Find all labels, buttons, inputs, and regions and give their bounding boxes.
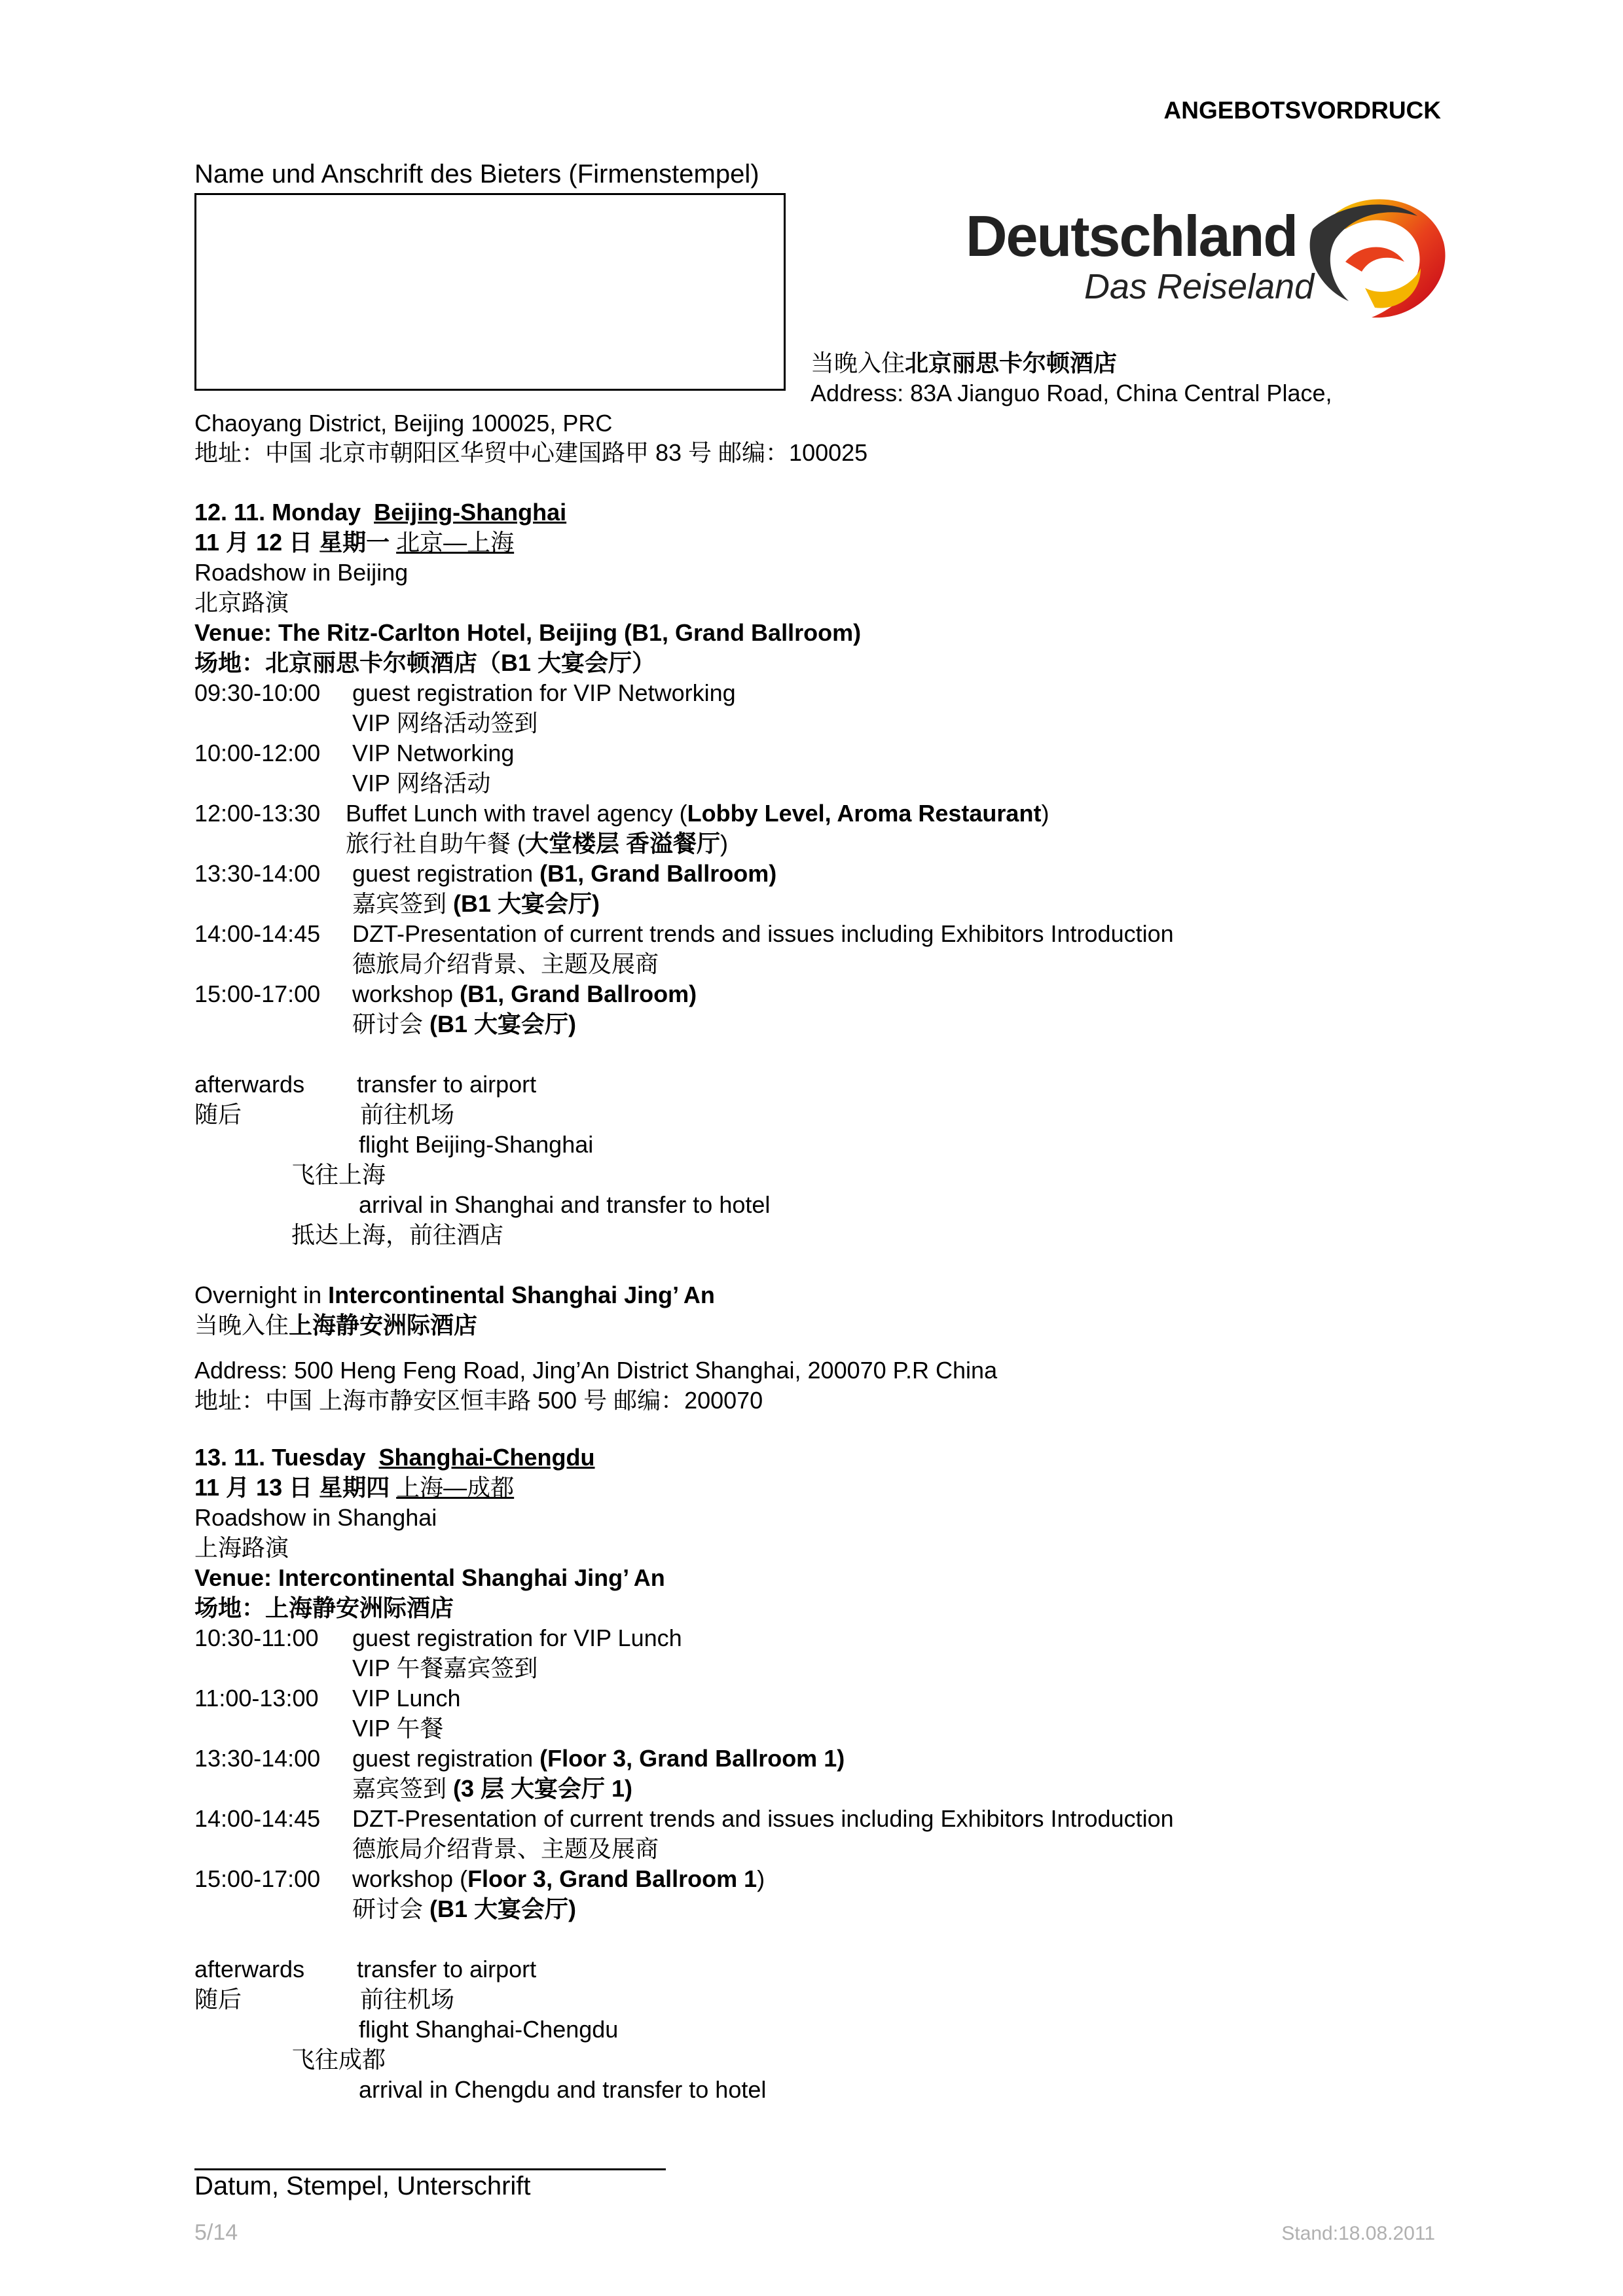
item-location: (B1, Grand Ballroom): [460, 980, 697, 1007]
item-text: guest registration: [352, 1745, 540, 1772]
day2-afterwards-cn: 随后: [194, 1986, 242, 2013]
revision-date: Stand:18.08.2011: [1281, 2223, 1435, 2244]
day1-item3-time: 12:00-13:30: [194, 800, 321, 827]
overnight-prefix: Overnight in: [194, 1282, 329, 1308]
day1-date-cn: 11 月 12 日 星期一: [194, 529, 390, 556]
day1-arrival-cn: 抵达上海，前往酒店: [291, 1221, 504, 1248]
item-location: (3 层 大宴会厅 1): [453, 1775, 633, 1802]
item-text: workshop: [352, 980, 460, 1007]
day1-roadshow-en: Roadshow in Beijing: [194, 559, 409, 586]
day2-item1-time: 10:30-11:00: [194, 1624, 319, 1651]
day2-roadshow-cn: 上海路演: [194, 1534, 289, 1561]
day2-venue-cn: 场地：上海静安洲际酒店: [194, 1594, 454, 1621]
day1-roadshow-cn: 北京路演: [194, 589, 289, 616]
beijing-overnight-cn: [811, 348, 1117, 378]
day2-transfer-cn: 前往机场: [360, 1986, 455, 2013]
day2-item3-time: 13:30-14:00: [194, 1745, 321, 1772]
bidder-label: Name und Anschrift des Bieters (Firmenstempel): [194, 160, 759, 188]
day2-item3-cn: [352, 1774, 632, 1804]
day1-route-cn: 北京—上海: [396, 529, 515, 556]
day2-item5-en: [352, 1864, 765, 1894]
item-location: (B1 大宴会厅): [429, 1895, 577, 1922]
day2-item2-cn: VIP 午餐: [352, 1715, 444, 1742]
day1-afterwards-cn: 随后: [194, 1101, 242, 1128]
overnight-prefix: 当晚入住: [194, 1312, 289, 1338]
item-location: (B1 大宴会厅): [453, 890, 600, 917]
hotel-name: 上海静安洲际酒店: [289, 1312, 478, 1338]
day1-afterwards-en: afterwards: [194, 1071, 305, 1098]
item-location: (B1 大宴会厅): [429, 1011, 577, 1037]
shanghai-overnight-cn: [194, 1310, 477, 1340]
day1-item2-time: 10:00-12:00: [194, 740, 321, 766]
day2-date-cn: 11 月 13 日 星期四: [194, 1474, 390, 1501]
item-text-end: ): [720, 830, 729, 857]
item-text-end: ): [1041, 800, 1049, 827]
day1-date-en: 12. 11. Monday: [194, 499, 361, 526]
page-number: 5/14: [194, 2220, 238, 2245]
day2-transfer-en: transfer to airport: [357, 1956, 537, 1982]
item-text: Buffet Lunch with travel agency (: [346, 800, 687, 827]
logo-swirl-icon: [1306, 190, 1457, 327]
beijing-address-cn: 地址：中国 北京市朝阳区华贸中心建国路甲 83 号 邮编：100025: [194, 439, 868, 466]
day1-item4-cn: [352, 889, 600, 919]
day1-item5-cn: 德旅局介绍背景、主题及展商: [352, 950, 659, 977]
item-text: 嘉宾签到: [352, 1775, 454, 1802]
day2-route-cn: 上海—成都: [396, 1474, 515, 1501]
day1-flight-en: flight Beijing-Shanghai: [359, 1131, 594, 1158]
day2-item2-en: VIP Lunch: [352, 1685, 461, 1712]
day1-venue-en: Venue: The Ritz-Carlton Hotel, Beijing (B1, Grand Ballroom): [194, 619, 862, 646]
day1-heading-en: [194, 497, 566, 528]
day1-item5-en: DZT-Presentation of current trends and issues including Exhibitors Introduction: [352, 920, 1174, 947]
day2-item5-time: 15:00-17:00: [194, 1865, 321, 1892]
item-location: 大堂楼层 香溢餐厅: [525, 830, 721, 857]
day2-flight-en: flight Shanghai-Chengdu: [359, 2016, 619, 2043]
item-text: workshop (: [352, 1865, 468, 1892]
item-text: 研讨会: [352, 1011, 430, 1037]
day1-route-en: Beijing-Shanghai: [374, 499, 567, 526]
logo-wordmark: Deutschland: [966, 204, 1298, 268]
day1-item6-en: [352, 979, 697, 1009]
day1-item1-cn: VIP 网络活动签到: [352, 709, 538, 736]
day2-heading-cn: [194, 1473, 514, 1503]
day1-arrival-en: arrival in Shanghai and transfer to hotel: [359, 1191, 771, 1218]
day2-roadshow-en: Roadshow in Shanghai: [194, 1504, 437, 1531]
hotel-name: Intercontinental Shanghai Jing’ An: [328, 1282, 715, 1308]
day1-item6-time: 15:00-17:00: [194, 980, 321, 1007]
day1-heading-cn: [194, 528, 514, 558]
document-title: ANGEBOTSVORDRUCK: [1163, 97, 1441, 124]
day1-item1-en: guest registration for VIP Networking: [352, 679, 736, 706]
day2-date-en: 13. 11. Tuesday: [194, 1444, 366, 1471]
day2-flight-cn: 飞往成都: [291, 2046, 386, 2073]
day1-item4-en: [352, 859, 776, 889]
day1-item3-en: [346, 798, 1049, 829]
item-location: (B1, Grand Ballroom): [539, 860, 777, 887]
logo-tagline: Das Reiseland: [1084, 267, 1315, 306]
day2-arrival-en: arrival in Chengdu and transfer to hotel: [359, 2076, 767, 2103]
item-text: 研讨会: [352, 1895, 430, 1922]
day1-venue-cn: 场地：北京丽思卡尔顿酒店（B1 大宴会厅）: [194, 649, 656, 676]
beijing-address-en-line2: Chaoyang District, Beijing 100025, PRC: [194, 410, 613, 437]
deutschland-logo: [966, 190, 1463, 331]
day2-venue-en: Venue: Intercontinental Shanghai Jing’ An: [194, 1564, 665, 1591]
day1-item1-time: 09:30-10:00: [194, 679, 321, 706]
signature-label: Datum, Stempel, Unterschrift: [194, 2172, 531, 2200]
item-text-end: ): [757, 1865, 765, 1892]
day2-item4-en: DZT-Presentation of current trends and issues including Exhibitors Introduction: [352, 1805, 1174, 1832]
hotel-name: 北京丽思卡尔顿酒店: [905, 350, 1118, 376]
day2-item2-time: 11:00-13:00: [194, 1685, 319, 1712]
shanghai-overnight-en: [194, 1280, 715, 1310]
item-location: Lobby Level, Aroma Restaurant: [687, 800, 1042, 827]
shanghai-address-en: Address: 500 Heng Feng Road, Jing’An District Shanghai, 200070 P.R China: [194, 1357, 998, 1384]
day2-heading-en: [194, 1443, 595, 1473]
shanghai-address-cn: 地址：中国 上海市静安区恒丰路 500 号 邮编：200070: [194, 1387, 763, 1414]
day1-transfer-cn: 前往机场: [360, 1101, 455, 1128]
day1-flight-cn: 飞往上海: [291, 1161, 386, 1188]
signature-line: [194, 2168, 666, 2170]
item-location: (Floor 3, Grand Ballroom 1): [539, 1745, 845, 1772]
day1-item6-cn: [352, 1009, 576, 1039]
day2-item5-cn: [352, 1894, 576, 1924]
day1-transfer-en: transfer to airport: [357, 1071, 537, 1098]
bidder-stamp-box: [194, 193, 786, 391]
beijing-address-en-line1: Address: 83A Jianguo Road, China Central Place,: [811, 380, 1332, 406]
day2-item3-en: [352, 1744, 845, 1774]
day1-item2-cn: VIP 网络活动: [352, 770, 491, 797]
item-text: 嘉宾签到: [352, 890, 454, 917]
day2-item4-cn: 德旅局介绍背景、主题及展商: [352, 1835, 659, 1862]
item-location: Floor 3, Grand Ballroom 1: [467, 1865, 757, 1892]
day2-route-en: Shanghai-Chengdu: [378, 1444, 595, 1471]
day1-item3-cn: [346, 829, 728, 859]
day1-item4-time: 13:30-14:00: [194, 860, 321, 887]
item-text: 旅行社自助午餐 (: [346, 830, 525, 857]
day2-afterwards-en: afterwards: [194, 1956, 305, 1982]
day1-item2-en: VIP Networking: [352, 740, 515, 766]
day2-item1-cn: VIP 午餐嘉宾签到: [352, 1655, 538, 1681]
overnight-prefix: 当晚入住: [811, 350, 905, 376]
day1-item5-time: 14:00-14:45: [194, 920, 321, 947]
item-text: guest registration: [352, 860, 540, 887]
day2-item4-time: 14:00-14:45: [194, 1805, 321, 1832]
day2-item1-en: guest registration for VIP Lunch: [352, 1624, 682, 1651]
